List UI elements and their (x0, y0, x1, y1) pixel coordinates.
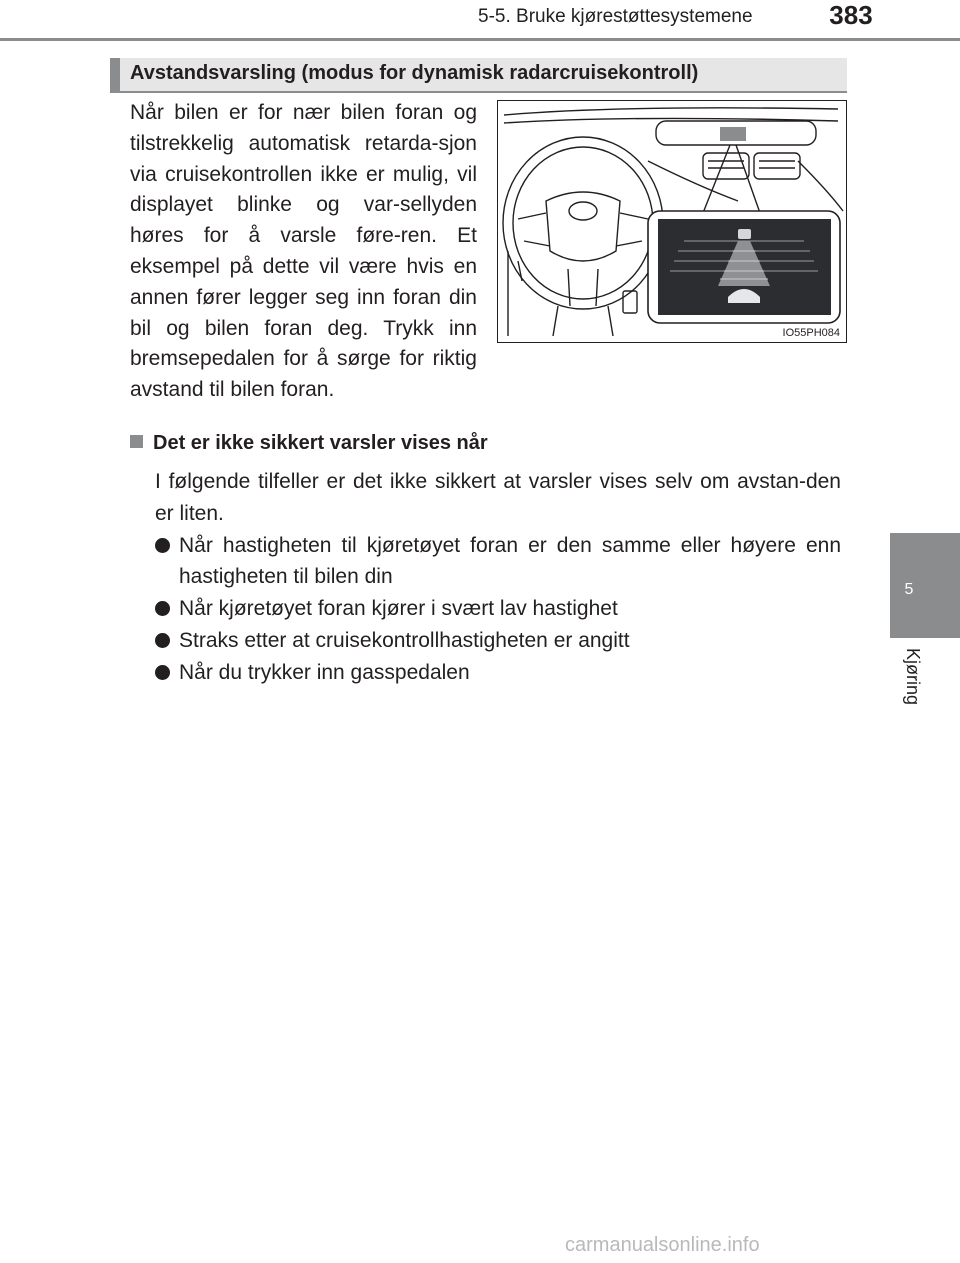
header-rule (0, 38, 960, 41)
list-item (155, 530, 841, 592)
header-title: 5-5. Bruke kjørestøttesystemene (478, 6, 753, 27)
bullet-dot-icon (155, 601, 170, 616)
mirror-display (720, 127, 746, 141)
center-vent-right (754, 153, 800, 179)
dash-sweep (648, 161, 843, 211)
list-item-text: Straks etter at cruisekontrollhastigheten er angitt (179, 629, 630, 652)
chapter-tab (890, 533, 960, 638)
pedal (623, 291, 637, 313)
section-heading-bar (110, 58, 847, 93)
subsection-heading (130, 432, 488, 455)
list-item (155, 625, 841, 656)
intro-paragraph: Når bilen er for nær bilen foran og tilstrekkelig automatisk retarda-sjon via cruisekontrollen ikke er mulig, vil displayet blinke og var-sellyden høres for å varsle føre-ren. Et eksempel på dette vil være hvis en annen fører legger seg inn foran din bil og bilen foran deg. Trykk inn bremsepedalen for å sørge for riktig avstand til bilen foran. (130, 101, 477, 402)
list-item-text: Når du trykker inn gasspedalen (179, 661, 470, 684)
section-title: Avstandsvarsling (modus for dynamisk radarcruisekontroll) (130, 62, 699, 84)
dashboard-illustration (497, 100, 847, 343)
bullet-dot-icon (155, 538, 170, 553)
section-bar-accent (110, 58, 120, 91)
list-item-text: Når kjøretøyet foran kjører i svært lav hastighet (179, 597, 618, 620)
dashboard-drawing (498, 101, 845, 341)
chapter-side-label: Kjøring (903, 648, 923, 706)
list-item-text: Når hastigheten til kjøretøyet foran er den samme eller høyere enn hastigheten til bilen din (179, 534, 841, 588)
condition-list (155, 530, 841, 689)
steering-emblem (569, 202, 597, 220)
preceding-vehicle (738, 229, 751, 239)
dash-top-line (504, 108, 838, 115)
bullet-dot-icon (155, 633, 170, 648)
chapter-number: 5 (904, 581, 914, 598)
square-bullet-icon (130, 435, 143, 448)
watermark: carmanualsonline.info (565, 1234, 760, 1256)
figure-code: IO55PH084 (782, 327, 840, 339)
subsection-heading-text: Det er ikke sikkert varsler vises når (153, 432, 488, 454)
list-item (155, 657, 841, 688)
subsection-paragraph: I følgende tilfeller er det ikke sikkert at varsler vises selv om avstan-den er liten. (155, 470, 841, 525)
list-item (155, 593, 841, 624)
page-number: 383 (829, 0, 873, 30)
steering-wheel (503, 137, 663, 309)
steering-column (553, 306, 613, 336)
bullet-dot-icon (155, 665, 170, 680)
